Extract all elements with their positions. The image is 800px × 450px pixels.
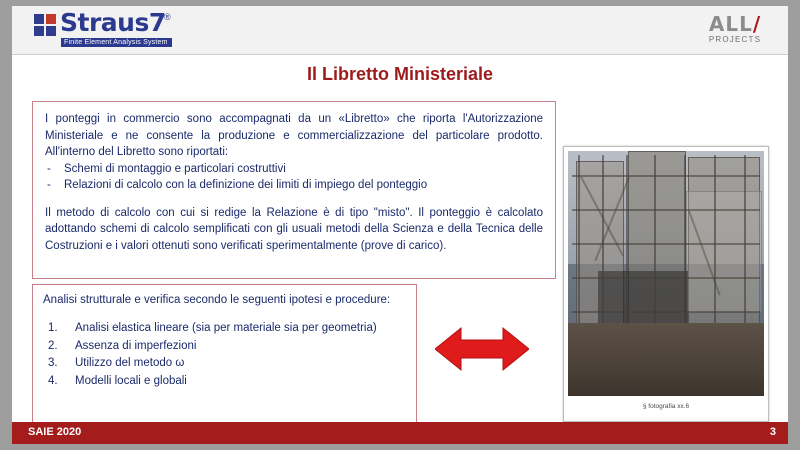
content-box-primary: [32, 101, 556, 279]
straus7-logo: [34, 8, 219, 52]
straus7-logo-seven: 7: [148, 8, 166, 37]
list-item: Modelli locali e globali: [75, 374, 187, 387]
slide-footer: [12, 422, 788, 444]
straus7-logo-grid-icon: [34, 14, 56, 36]
straus7-logo-text: [60, 8, 166, 37]
content-box-secondary: [32, 284, 417, 423]
list-item: - Schemi di montaggio e particolari costruttivi: [45, 161, 543, 178]
slide: [12, 6, 788, 444]
all-projects-logo: [700, 14, 770, 48]
straus7-logo-name: Straus: [60, 8, 149, 37]
list-item: Analisi elastica lineare (sia per materiale sia per geometria): [75, 322, 377, 334]
box1-bullet-list: [45, 161, 543, 194]
box1-paragraph-1: I ponteggi in commercio sono accompagnati da un «Libretto» che riporta l'Autorizzazione Ministeriale e ne consente la produzione e commercializzazione del particolare prodotto. All'interno del Libretto sono riportati:: [45, 113, 543, 158]
box2-numbered-list: [43, 320, 406, 389]
list-item: - Relazioni di calcolo con la definizione dei limiti di impiego del ponteggio: [45, 177, 543, 194]
all-projects-logo-text: ALL: [708, 12, 753, 36]
photo-image: [568, 151, 764, 396]
slide-header: [12, 6, 788, 55]
double-arrow-horizontal-icon: [435, 326, 529, 372]
scaffolding-photo: [563, 146, 769, 422]
straus7-logo-registered: ®: [164, 12, 171, 22]
box1-paragraph-2: Il metodo di calcolo con cui si redige la Relazione è di tipo "misto". Il ponteggio è calcolato adottando schemi di calcolo semplificati con gli usuali metodi della Scienza e della Tecnica delle Costruzioni e i valori ottenuti sono verificati sperimentalmente (prove di carico).: [45, 206, 543, 252]
list-item: Assenza di imperfezioni: [75, 339, 197, 352]
box2-intro: Analisi strutturale e verifica secondo le seguenti ipotesi e procedure:: [43, 294, 391, 306]
footer-event-label: SAIE 2020: [28, 426, 82, 438]
all-projects-logo-mark: [700, 14, 770, 34]
all-projects-logo-slash-icon: /: [752, 12, 762, 36]
straus7-logo-subtitle: Finite Element Analysis System: [61, 38, 172, 47]
all-projects-logo-subtitle: PROJECTS: [708, 35, 762, 44]
photo-caption: § fotografia xx.6: [642, 403, 690, 410]
list-item: Utilizzo del metodo ω: [75, 357, 185, 369]
footer-page-number: 3: [769, 426, 776, 438]
page-title: Il Libretto Ministeriale: [306, 64, 494, 84]
spacer: [45, 194, 543, 205]
